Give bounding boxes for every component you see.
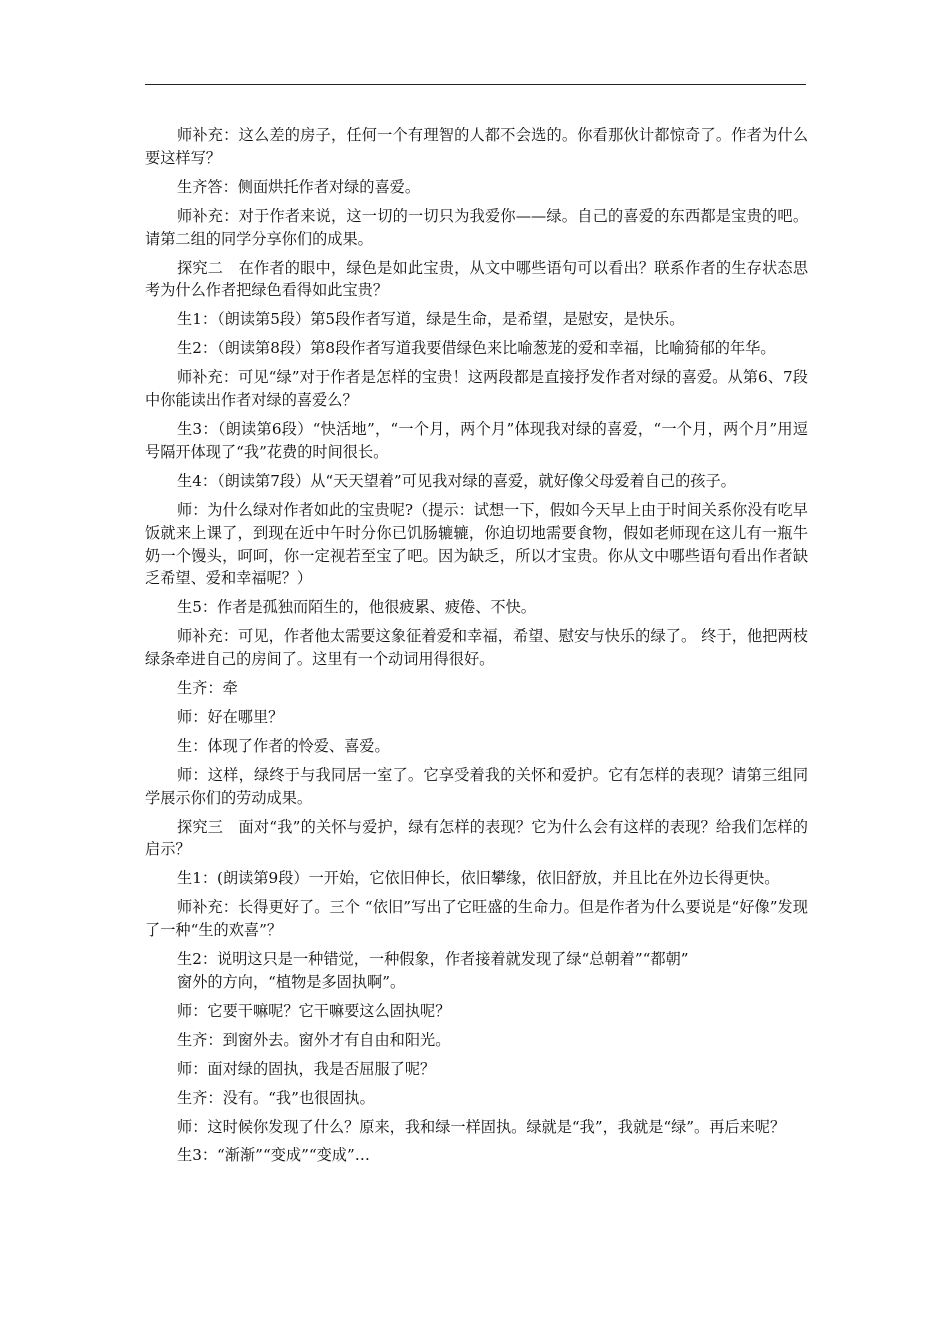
paragraph-9: 生4：（朗读第7段）从“天天望着”可见我对绿的喜爱，就好像父母爱着自己的孩子。 <box>177 471 736 490</box>
paragraph-24: 生齐：没有。“我”也很固执。 <box>177 1088 375 1107</box>
paragraph-17: 探究三 面对“我”的关怀与爱护，绿有怎样的表现？它为什么会有这样的表现？给我们怎样的启示？ <box>145 817 808 859</box>
paragraph-7: 师补充：可见“绿”对于作者是怎样的宝贵！这两段都是直接抒发作者对绿的喜爱。从第6、7段中你能读出作者对绿的喜爱么？ <box>145 368 808 410</box>
paragraph-6: 生2：（朗读第8段）第8段作者写道我要借绿色来比喻葱茏的爱和幸福，比喻猗郁的年华。 <box>177 339 776 358</box>
paragraph-10: 师：为什么绿对作者如此的宝贵呢?（提示：试想一下，假如今天早上由于时间关系你没有吃早饭就来上课了，到现在近中午时分你已饥肠辘辘，你迫切地需要食物，假如老师现在这儿有一瓶牛奶一个馒头，呵呵，你一定视若至宝了吧。因为缺乏，所以才宝贵。你从文中哪些语句看出作者缺乏希望、爱和幸福呢？） <box>145 500 808 588</box>
paragraph-1: 师补充：这么差的房子，任何一个有理智的人都不会选的。你看那伙计都惊奇了。作者为什么要这样写？ <box>145 126 808 167</box>
paragraph-2: 生齐答：侧面烘托作者对绿的喜爱。 <box>177 177 420 196</box>
paragraph-23: 师：面对绿的固执，我是否屈服了呢？ <box>177 1059 436 1078</box>
paragraph-5: 生1：（朗读第5段）第5段作者写道，绿是生命，是希望，是慰安，是快乐。 <box>177 310 685 329</box>
paragraph-26: 生3：“渐渐”“变成”“变成”… <box>177 1146 370 1165</box>
paragraph-16: 师：这样，绿终于与我同居一室了。它享受着我的关怀和爱护。它有怎样的表现？请第三组同学展示你们的劳动成果。 <box>145 765 808 807</box>
paragraph-20-line-1: 生2：说明这只是一种错觉，一种假象，作者接着就发现了绿“总朝着”“都朝” <box>177 950 689 969</box>
paragraph-12: 师补充：可见，作者他太需要这象征着爱和幸福，希望、慰安与快乐的绿了。 终于，他把两枝绿条牵进自己的房间了。这里有一个动词用得很好。 <box>145 627 808 669</box>
paragraph-3: 师补充：对于作者来说，这一切的一切只为我爱你——绿。自己的喜爱的东西都是宝贵的吧。请第二组的同学分享你们的成果。 <box>145 206 808 248</box>
paragraph-22: 生齐：到窗外去。窗外才有自由和阳光。 <box>177 1030 451 1049</box>
paragraph-11: 生5：作者是孤独而陌生的，他很疲累、疲倦、不快。 <box>177 598 536 617</box>
paragraph-15: 生：体现了作者的怜爱、喜爱。 <box>177 736 390 755</box>
paragraph-14: 师：好在哪里？ <box>177 707 284 726</box>
paragraph-13: 生齐：牵 <box>177 679 238 698</box>
paragraph-8: 生3：（朗读第6段）“快活地”，“一个月，两个月”体现我对绿的喜爱，“一个月，两个月”用逗号隔开体现了“我”花费的时间很长。 <box>145 419 808 461</box>
paragraph-20 <box>145 948 808 994</box>
paragraph-25: 师：这时候你发现了什么？原来，我和绿一样固执。绿就是“我”，我就是“绿”。再后来呢？ <box>177 1117 786 1136</box>
paragraph-20-line-2: 窗外的方向，“植物是多固执啊”。 <box>177 973 406 991</box>
document-body <box>145 124 808 1167</box>
paragraph-21: 师：它要干嘛呢？它干嘛要这么固执呢？ <box>177 1001 451 1020</box>
header-rule <box>145 84 806 85</box>
paragraph-18: 生1：(朗读第9段）一开始，它依旧伸长，依旧攀缘，依旧舒放，并且比在外边长得更快。 <box>177 869 780 888</box>
paragraph-4: 探究二 在作者的眼中，绿色是如此宝贵，从文中哪些语句可以看出？联系作者的生存状态思考为什么作者把绿色看得如此宝贵？ <box>145 258 808 300</box>
paragraph-19: 师补充：长得更好了。三个 “依旧”写出了它旺盛的生命力。但是作者为什么要说是“好像”发现了一种“生的欢喜”？ <box>145 898 808 940</box>
